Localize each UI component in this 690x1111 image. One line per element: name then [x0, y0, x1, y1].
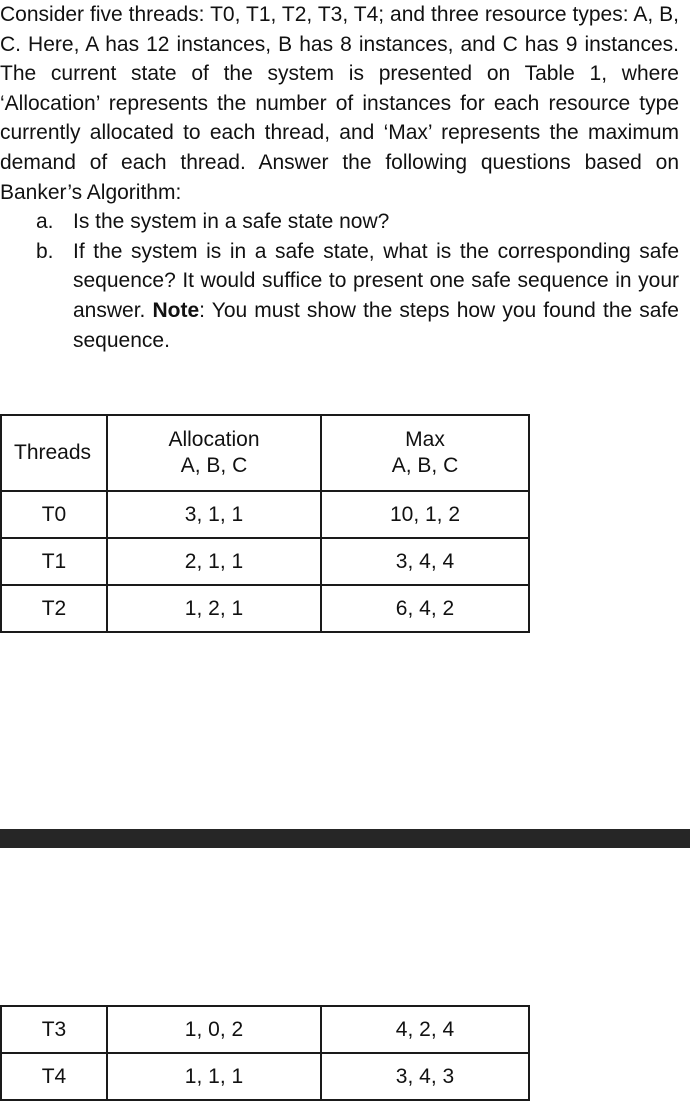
thread-cell: T3 [1, 1006, 107, 1053]
sub-question-a [0, 207, 679, 237]
sub-question-text: If the system is in a safe state, what is the corresponding safe sequence? It would suffice to present one safe sequence in your answer. [73, 239, 679, 322]
allocation-cell: 3, 1, 1 [107, 491, 321, 538]
sub-question-marker: a. [36, 210, 54, 234]
allocation-header [107, 415, 321, 491]
max-header-sub: A, B, C [391, 454, 459, 477]
table-row-t2 [1, 585, 529, 632]
sub-question-list [0, 207, 679, 355]
thread-cell: T4 [1, 1053, 107, 1100]
question-paragraph: Consider five threads: T0, T1, T2, T3, T4; and three resource types: A, B, C. Here, A has 12 instances, B has 8 instances, and C has 9 instances. The current state of the system is presented on Table 1, where ‘Allocation’ represents the number of instances for each resource type currently allocated to each thread, and ‘Max’ represents the maximum demand of each thread. Answer the following questions based on Banker’s Algorithm: [0, 3, 679, 204]
table-row-t3 [1, 1006, 529, 1053]
thread-cell: T1 [1, 538, 107, 585]
sub-question-b [0, 237, 679, 355]
max-cell: 10, 1, 2 [321, 491, 529, 538]
allocation-header-sub: A, B, C [180, 454, 248, 477]
allocation-header-label: Allocation [168, 428, 260, 451]
max-header [321, 415, 529, 491]
threads-header: Threads [1, 415, 107, 491]
resource-table-part-2 [0, 1005, 530, 1101]
max-cell: 3, 4, 4 [321, 538, 529, 585]
allocation-cell: 1, 2, 1 [107, 585, 321, 632]
max-cell: 3, 4, 3 [321, 1053, 529, 1100]
allocation-cell: 1, 0, 2 [107, 1006, 321, 1053]
note-text: : You must show the steps how you found the safe sequence. [73, 298, 679, 352]
max-cell: 6, 4, 2 [321, 585, 529, 632]
allocation-cell: 2, 1, 1 [107, 538, 321, 585]
question-text [0, 0, 679, 355]
max-header-label: Max [405, 428, 445, 451]
sub-question-marker: b. [36, 239, 54, 263]
table-header-row [1, 415, 529, 491]
max-cell: 4, 2, 4 [321, 1006, 529, 1053]
table-row-t0 [1, 491, 529, 538]
resource-table-part-1 [0, 414, 530, 633]
thread-cell: T2 [1, 585, 107, 632]
table-row-t4 [1, 1053, 529, 1100]
note-label: Note [152, 298, 200, 322]
sub-question-text: Is the system in a safe state now? [73, 210, 390, 234]
thread-cell: T0 [1, 491, 107, 538]
table-row-t1 [1, 538, 529, 585]
page-break-bar [0, 829, 690, 848]
allocation-cell: 1, 1, 1 [107, 1053, 321, 1100]
